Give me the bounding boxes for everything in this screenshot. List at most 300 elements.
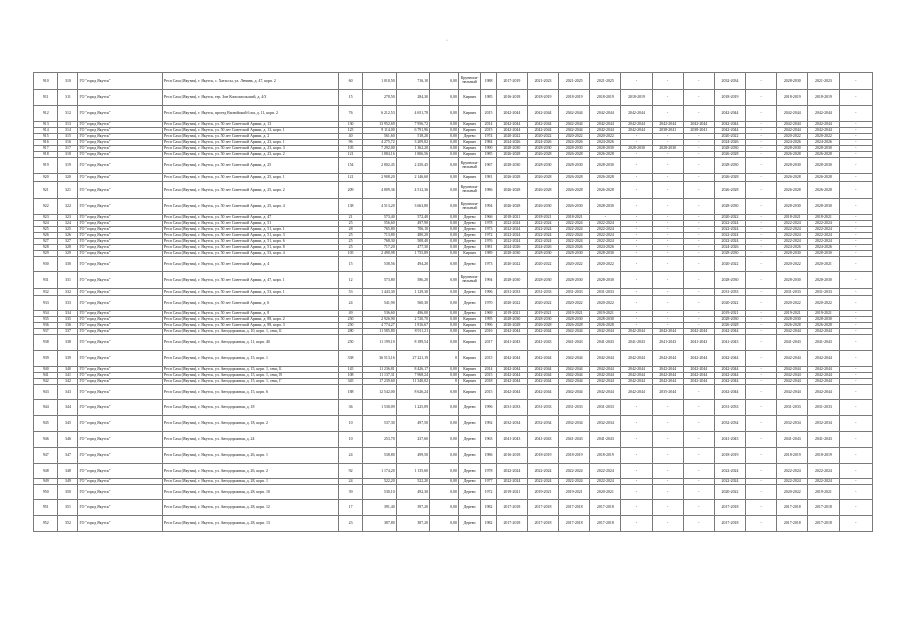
repair-period-cell: - bbox=[839, 146, 872, 152]
repair-period-cell: - bbox=[839, 367, 872, 373]
address-cell: Респ Саха (Якутия), г. Якутск, ул. 50 лет Советской Армии, д. 8 bbox=[163, 311, 339, 317]
repair-period-cell: - bbox=[683, 152, 714, 158]
repair-period-cell: 2041-2043 bbox=[527, 335, 558, 351]
repair-period-cell: 2022-2024 bbox=[496, 464, 527, 479]
residents-cell: 125 bbox=[338, 128, 362, 134]
living-area-cell: 387,20 bbox=[396, 516, 429, 532]
total-area-cell: 538,56 bbox=[363, 257, 396, 272]
nonliving-area-cell: 0,00 bbox=[430, 416, 459, 432]
repair-period-cell: 2020-2022 bbox=[527, 134, 558, 140]
record-id-cell: 312 bbox=[58, 106, 78, 122]
address-cell: Респ Саха (Якутия), г. Якутск, ул. 50 лет Советской Армии, д. 23, корп. 2 bbox=[163, 152, 339, 158]
nonliving-area-cell: 0,00 bbox=[430, 134, 459, 140]
address-cell: Респ Саха (Якутия), г. Якутск, ул. 50 лет Советской Армии, д. 53, корп. 1 bbox=[163, 289, 339, 296]
repair-period-cell: 2042-2044 bbox=[590, 122, 621, 128]
repair-period-cell: - bbox=[746, 73, 777, 90]
repair-period-cell: - bbox=[621, 516, 652, 532]
living-area-cell: 497,50 bbox=[396, 416, 429, 432]
total-area-cell: 4 774,27 bbox=[363, 323, 396, 329]
record-id-cell: 313 bbox=[58, 122, 78, 128]
build-year-cell: 1988 bbox=[481, 73, 497, 90]
repair-period-cell: - bbox=[621, 199, 652, 215]
living-area-cell: 716,10 bbox=[396, 73, 429, 90]
address-cell: Респ Саха (Якутия), г. Якутск, ул. 50 лет Советской Армии, д. 13, корп. 1 bbox=[163, 128, 339, 134]
nonliving-area-cell: 0 bbox=[430, 351, 459, 367]
wall-material-cell: Кирпич bbox=[458, 146, 480, 152]
repair-period-cell: - bbox=[746, 215, 777, 221]
wall-material-cell: Дерево bbox=[458, 257, 480, 272]
repair-period-cell: 2022-2024 bbox=[590, 227, 621, 233]
repair-period-cell: - bbox=[683, 245, 714, 251]
repair-period-cell: 2017-2018 bbox=[777, 500, 808, 516]
build-year-cell: 1973 bbox=[481, 257, 497, 272]
record-id-cell: 318 bbox=[58, 152, 78, 158]
row-number-cell: 920 bbox=[34, 174, 58, 182]
residents-cell: 250 bbox=[338, 323, 362, 329]
address-cell: Респ Саха (Якутия), г. Якутск, ул. 50 лет Советской Армии, д. 47 bbox=[163, 215, 339, 221]
total-area-cell: 541,90 bbox=[363, 296, 396, 311]
repair-period-cell: - bbox=[652, 272, 683, 289]
row-number-cell: 941 bbox=[34, 373, 58, 379]
organization-cell: ГО "город Якутск" bbox=[78, 385, 163, 400]
repair-period-cell: 2042-2044 bbox=[496, 106, 527, 122]
repair-period-cell: 2028-2030 bbox=[590, 158, 621, 174]
address-cell: Респ Саха (Якутия), г. Якутск, ул. Автодорожная, д. 15, корп. 1, секц. Б bbox=[163, 367, 339, 373]
row-number-cell: 944 bbox=[34, 400, 58, 416]
organization-cell: ГО "город Якутск" bbox=[78, 245, 163, 251]
living-area-cell: 1 129,30 bbox=[396, 289, 429, 296]
residents-cell: 25 bbox=[338, 245, 362, 251]
repair-period-cell: - bbox=[683, 233, 714, 239]
total-area-cell: 536,60 bbox=[363, 311, 396, 317]
record-id-cell: 310 bbox=[58, 73, 78, 90]
repair-period-cell: 2028-2030 bbox=[559, 158, 590, 174]
repair-period-cell: 2024-2026 bbox=[714, 140, 745, 146]
organization-cell: ГО "город Якутск" bbox=[78, 272, 163, 289]
repair-period-cell: 2041-2043 bbox=[808, 432, 839, 448]
nonliving-area-cell: 0,00 bbox=[430, 227, 459, 233]
wall-material-cell: Дерево bbox=[458, 245, 480, 251]
build-year-cell: 2015 bbox=[481, 351, 497, 367]
wall-material-cell: Кирпич bbox=[458, 122, 480, 128]
repair-period-cell: 2042-2044 bbox=[590, 385, 621, 400]
repair-period-cell: 2026-2028 bbox=[714, 174, 745, 182]
build-year-cell: 1970 bbox=[481, 296, 497, 311]
repair-period-cell: 2032-2034 bbox=[590, 416, 621, 432]
repair-period-cell: 2035-2044 bbox=[652, 385, 683, 400]
organization-cell: ГО "город Якутск" bbox=[78, 233, 163, 239]
repair-period-cell: 2042-2044 bbox=[683, 329, 714, 335]
repair-period-cell: 2042-2044 bbox=[621, 106, 652, 122]
repair-period-cell: 2019-2021 bbox=[559, 485, 590, 500]
total-area-cell: 391,40 bbox=[363, 500, 396, 516]
repair-period-cell: 2022-2024 bbox=[590, 479, 621, 485]
organization-cell: ГО "город Якутск" bbox=[78, 199, 163, 215]
repair-period-cell: 2020-2022 bbox=[777, 134, 808, 140]
address-cell: Респ Саха (Якутия), г. Якутск, ул. Автодорожная, д. 26, корп. 1 bbox=[163, 448, 339, 464]
repair-period-cell: 2024-2026 bbox=[559, 140, 590, 146]
table-row bbox=[34, 158, 873, 174]
repair-period-cell: - bbox=[839, 106, 872, 122]
repair-period-cell: 2042-2044 bbox=[808, 329, 839, 335]
residents-cell: 10 bbox=[338, 416, 362, 432]
repair-period-cell: 2028-2030 bbox=[590, 199, 621, 215]
build-year-cell: 1989 bbox=[481, 251, 497, 257]
organization-cell: ГО "город Якутск" bbox=[78, 516, 163, 532]
living-area-cell: 494,20 bbox=[396, 257, 429, 272]
repair-period-cell: - bbox=[683, 257, 714, 272]
repair-period-cell: - bbox=[652, 134, 683, 140]
build-year-cell: 1973 bbox=[481, 227, 497, 233]
record-id-cell: 348 bbox=[58, 464, 78, 479]
wall-material-cell: Дерево bbox=[458, 289, 480, 296]
residents-cell: 209 bbox=[338, 182, 362, 199]
repair-period-cell: 2020-2022 bbox=[714, 215, 745, 221]
repair-period-cell: 2017-2018 bbox=[559, 516, 590, 532]
repair-period-cell: - bbox=[621, 152, 652, 158]
residents-cell: 96 bbox=[338, 140, 362, 146]
residents-cell: 105 bbox=[338, 146, 362, 152]
repair-period-cell: 2026-2028 bbox=[559, 323, 590, 329]
residents-cell: 10 bbox=[338, 432, 362, 448]
repair-period-cell: - bbox=[652, 432, 683, 448]
living-area-cell: 477,30 bbox=[396, 245, 429, 251]
repair-period-cell: 2032-2034 bbox=[808, 416, 839, 432]
repair-period-cell: 2042-2044 bbox=[559, 329, 590, 335]
repair-period-cell: 2038-2041 bbox=[652, 128, 683, 134]
repair-period-cell: 2026-2028 bbox=[590, 152, 621, 158]
repair-period-cell: 2018-2019 bbox=[808, 90, 839, 106]
organization-cell: ГО "город Якутск" bbox=[78, 257, 163, 272]
repair-period-cell: - bbox=[652, 215, 683, 221]
residents-cell: 39 bbox=[338, 485, 362, 500]
repair-period-cell: 2022-2024 bbox=[777, 464, 808, 479]
repair-period-cell: - bbox=[683, 251, 714, 257]
nonliving-area-cell: 0,00 bbox=[430, 448, 459, 464]
repair-period-cell: 2028-2030 bbox=[777, 199, 808, 215]
repair-period-cell: 2024-2026 bbox=[808, 140, 839, 146]
repair-period-cell: 2022-2024 bbox=[527, 221, 558, 227]
living-area-cell: 3 209,82 bbox=[396, 140, 429, 146]
row-number-cell: 910 bbox=[34, 73, 58, 90]
row-number-cell: 921 bbox=[34, 182, 58, 199]
living-area-cell: 27 221,19 bbox=[396, 351, 429, 367]
repair-period-cell: 2024-2026 bbox=[527, 245, 558, 251]
repair-period-cell: 2022-2024 bbox=[590, 239, 621, 245]
total-area-cell: 717,20 bbox=[363, 245, 396, 251]
build-year-cell: 1990 bbox=[481, 146, 497, 152]
repair-period-cell: 2026-2028 bbox=[777, 152, 808, 158]
repair-period-cell: - bbox=[683, 272, 714, 289]
organization-cell: ГО "город Якутск" bbox=[78, 128, 163, 134]
repair-period-cell: - bbox=[746, 152, 777, 158]
repair-period-cell: - bbox=[652, 182, 683, 199]
repair-period-cell: 2042-2044 bbox=[714, 128, 745, 134]
repair-period-cell: 2042-2044 bbox=[496, 373, 527, 379]
repair-period-cell: 2017-2018 bbox=[777, 516, 808, 532]
repair-period-cell: - bbox=[839, 432, 872, 448]
repair-period-cell: - bbox=[621, 317, 652, 323]
build-year-cell: 1982 bbox=[481, 516, 497, 532]
nonliving-area-cell: 0,00 bbox=[430, 152, 459, 158]
address-cell: Респ Саха (Якутия), г. Якутск, ул. Автодорожная, д. 11, корп. 40 bbox=[163, 335, 339, 351]
repair-period-cell: - bbox=[746, 516, 777, 532]
repair-period-cell: 2020-2022 bbox=[527, 257, 558, 272]
repair-period-cell: 2042-2044 bbox=[777, 367, 808, 373]
living-area-cell: 397,20 bbox=[396, 500, 429, 516]
repair-period-cell: - bbox=[839, 221, 872, 227]
repair-period-cell: - bbox=[839, 245, 872, 251]
repair-period-cell: 2022-2024 bbox=[777, 233, 808, 239]
nonliving-area-cell: 0,00 bbox=[430, 158, 459, 174]
build-year-cell: 1972 bbox=[481, 485, 497, 500]
repair-period-cell: 2042-2044 bbox=[808, 367, 839, 373]
organization-cell: ГО "город Якутск" bbox=[78, 296, 163, 311]
residents-cell: 121 bbox=[338, 174, 362, 182]
nonliving-area-cell: 0,00 bbox=[430, 432, 459, 448]
organization-cell: ГО "город Якутск" bbox=[78, 152, 163, 158]
table-row bbox=[34, 90, 873, 106]
repair-period-cell: 2042-2044 bbox=[496, 329, 527, 335]
repair-period-cell: - bbox=[746, 335, 777, 351]
residents-cell: 108 bbox=[338, 373, 362, 379]
record-id-cell: 345 bbox=[58, 416, 78, 432]
repair-period-cell: 2017-2018 bbox=[527, 500, 558, 516]
repair-period-cell: - bbox=[621, 158, 652, 174]
record-id-cell: 335 bbox=[58, 317, 78, 323]
row-number-cell: 927 bbox=[34, 239, 58, 245]
repair-period-cell: - bbox=[683, 317, 714, 323]
wall-material-cell: Дерево bbox=[458, 227, 480, 233]
repair-period-cell: - bbox=[683, 296, 714, 311]
repair-period-cell: 2042-2044 bbox=[652, 122, 683, 128]
table-row bbox=[34, 432, 873, 448]
repair-period-cell: - bbox=[839, 385, 872, 400]
address-cell: Респ Саха (Якутия), г. Якутск, ул. 50 лет Советской Армии, д. 51, корп. 6 bbox=[163, 239, 339, 245]
organization-cell: ГО "город Якутск" bbox=[78, 317, 163, 323]
repair-period-cell: 2018-2021 bbox=[527, 215, 558, 221]
organization-cell: ГО "город Якутск" bbox=[78, 400, 163, 416]
row-number-cell: 915 bbox=[34, 134, 58, 140]
repair-period-cell: 2020-2022 bbox=[714, 257, 745, 272]
wall-material-cell: Крупнопа-нельный bbox=[458, 73, 480, 90]
repair-period-cell: 2028-2030 bbox=[808, 317, 839, 323]
record-id-cell: 328 bbox=[58, 245, 78, 251]
repair-period-cell: - bbox=[839, 158, 872, 174]
repair-period-cell: 2042-2044 bbox=[527, 351, 558, 367]
organization-cell: ГО "город Якутск" bbox=[78, 367, 163, 373]
row-number-cell: 923 bbox=[34, 215, 58, 221]
repair-period-cell: 2026-2028 bbox=[559, 182, 590, 199]
total-area-cell: 4 809,36 bbox=[363, 182, 396, 199]
repair-period-cell: 2042-2044 bbox=[808, 379, 839, 385]
record-id-cell: 314 bbox=[58, 128, 78, 134]
repair-period-cell: 2022-2024 bbox=[559, 479, 590, 485]
address-cell: Респ Саха (Якутия), г. Якутск, ул. 50 лет Советской Армии, д. 88, корп. 3 bbox=[163, 323, 339, 329]
repair-period-cell: 2042-2044 bbox=[527, 122, 558, 128]
repair-period-cell: 2022-2024 bbox=[808, 479, 839, 485]
residents-cell: 121 bbox=[338, 152, 362, 158]
repair-period-cell: 2042-2044 bbox=[652, 379, 683, 385]
repair-period-cell: 2042-2044 bbox=[808, 385, 839, 400]
repair-period-cell: 2021-2025 bbox=[590, 73, 621, 90]
wall-material-cell: Крупнопа-нельный bbox=[458, 158, 480, 174]
table-row bbox=[34, 416, 873, 432]
table-row bbox=[34, 351, 873, 367]
repair-period-cell: 2041-2043 bbox=[621, 335, 652, 351]
repair-period-cell: - bbox=[746, 323, 777, 329]
residents-cell: 36 bbox=[338, 400, 362, 416]
build-year-cell: 1963 bbox=[481, 432, 497, 448]
repair-period-cell: 2020-2022 bbox=[527, 296, 558, 311]
repair-period-cell: 2026-2028 bbox=[590, 174, 621, 182]
organization-cell: ГО "город Якутск" bbox=[78, 479, 163, 485]
record-id-cell: 340 bbox=[58, 367, 78, 373]
living-area-cell: 1 806,56 bbox=[396, 152, 429, 158]
repair-period-cell: 2026-2028 bbox=[590, 323, 621, 329]
wall-material-cell: Дерево bbox=[458, 464, 480, 479]
row-number-cell: 931 bbox=[34, 272, 58, 289]
repair-period-cell: 2018-2021 bbox=[808, 215, 839, 221]
repair-period-cell: 2018-2019 bbox=[777, 90, 808, 106]
row-number-cell: 949 bbox=[34, 479, 58, 485]
repair-period-cell: 2019-2021 bbox=[496, 485, 527, 500]
repair-period-cell: - bbox=[683, 485, 714, 500]
living-area-cell: 508,40 bbox=[396, 239, 429, 245]
repair-period-cell: 2018-2019 bbox=[527, 448, 558, 464]
repair-period-cell: 2031-2033 bbox=[590, 289, 621, 296]
repair-period-cell: 2020-2022 bbox=[714, 134, 745, 140]
repair-period-cell: 2042-2044 bbox=[527, 128, 558, 134]
repair-period-cell: 2042-2044 bbox=[559, 128, 590, 134]
repair-period-cell: 2042-2044 bbox=[714, 379, 745, 385]
organization-cell: ГО "город Якутск" bbox=[78, 106, 163, 122]
repair-period-cell: - bbox=[683, 289, 714, 296]
repair-period-cell: - bbox=[621, 323, 652, 329]
repair-period-cell: 2042-2044 bbox=[808, 122, 839, 128]
residents-cell: 12 bbox=[338, 272, 362, 289]
repair-period-cell: 2022-2024 bbox=[714, 227, 745, 233]
repair-period-cell: 2032-2034 bbox=[714, 416, 745, 432]
row-number-cell: 925 bbox=[34, 227, 58, 233]
repair-period-cell: 2022-2024 bbox=[559, 221, 590, 227]
repair-period-cell: 2026-2028 bbox=[777, 182, 808, 199]
address-cell: Респ Саха (Якутия), г. Якутск, ул. Автодорожная, д. 15, корп. 6 bbox=[163, 385, 339, 400]
record-id-cell: 320 bbox=[58, 174, 78, 182]
repair-period-cell: 2042-2044 bbox=[527, 106, 558, 122]
wall-material-cell: Дерево bbox=[458, 296, 480, 311]
repair-period-cell: - bbox=[652, 289, 683, 296]
organization-cell: ГО "город Якутск" bbox=[78, 215, 163, 221]
record-id-cell: 350 bbox=[58, 485, 78, 500]
repair-period-cell: - bbox=[652, 464, 683, 479]
repair-period-cell: 2041-2043 bbox=[527, 432, 558, 448]
wall-material-cell: Крупнопа-нельный bbox=[458, 199, 480, 215]
repair-period-cell: - bbox=[746, 367, 777, 373]
nonliving-area-cell: 0,00 bbox=[430, 516, 459, 532]
nonliving-area-cell: 0,00 bbox=[430, 311, 459, 317]
repair-period-cell: 2020-2022 bbox=[496, 296, 527, 311]
nonliving-area-cell: 0,00 bbox=[430, 73, 459, 90]
residents-cell: 130 bbox=[338, 122, 362, 128]
record-id-cell: 316 bbox=[58, 140, 78, 146]
repair-period-cell: - bbox=[652, 448, 683, 464]
address-cell: Респ Саха (Якутия), г. Якутск, ул. Автодорожная, д. 26, корп. 2 bbox=[163, 464, 339, 479]
record-id-cell: 327 bbox=[58, 239, 78, 245]
residents-cell: 17 bbox=[338, 500, 362, 516]
wall-material-cell: Крупнопа-нельный bbox=[458, 272, 480, 289]
nonliving-area-cell: 0 bbox=[430, 379, 459, 385]
total-area-cell: 9 114,00 bbox=[363, 128, 396, 134]
residents-cell: 60 bbox=[338, 73, 362, 90]
repair-period-cell: 2028-2030 bbox=[527, 146, 558, 152]
repair-period-cell: - bbox=[683, 140, 714, 146]
total-area-cell: 13 952,69 bbox=[363, 122, 396, 128]
build-year-cell: 1972 bbox=[481, 233, 497, 239]
repair-period-cell: 2042-2044 bbox=[527, 329, 558, 335]
repair-period-cell: 2041-2043 bbox=[652, 335, 683, 351]
repair-period-cell: - bbox=[839, 251, 872, 257]
repair-period-cell: 2042-2044 bbox=[590, 106, 621, 122]
living-area-cell: 8 626,24 bbox=[396, 385, 429, 400]
nonliving-area-cell: 0,00 bbox=[430, 215, 459, 221]
organization-cell: ГО "город Якутск" bbox=[78, 239, 163, 245]
residents-cell: 25 bbox=[338, 221, 362, 227]
repair-period-cell: 2042-2044 bbox=[714, 122, 745, 128]
row-number-cell: 918 bbox=[34, 152, 58, 158]
living-area-cell: 8 911,21 bbox=[396, 329, 429, 335]
row-number-cell: 934 bbox=[34, 311, 58, 317]
organization-cell: ГО "город Якутск" bbox=[78, 448, 163, 464]
residents-cell: 49 bbox=[338, 311, 362, 317]
repair-period-cell: 2041-2043 bbox=[777, 432, 808, 448]
repair-period-cell: - bbox=[746, 122, 777, 128]
repair-period-cell: 2031-2033 bbox=[714, 400, 745, 416]
wall-material-cell: Дерево bbox=[458, 400, 480, 416]
repair-period-cell: 2024-2026 bbox=[714, 245, 745, 251]
repair-period-cell: - bbox=[621, 432, 652, 448]
total-area-cell: 4 275,72 bbox=[363, 140, 396, 146]
repair-period-cell: - bbox=[839, 448, 872, 464]
repair-period-cell: - bbox=[746, 311, 777, 317]
living-area-cell: 572,40 bbox=[396, 215, 429, 221]
repair-period-cell: 2022-2024 bbox=[777, 227, 808, 233]
repair-period-cell: - bbox=[746, 289, 777, 296]
total-area-cell: 530,10 bbox=[363, 485, 396, 500]
repair-period-cell: 2041-2043 bbox=[714, 335, 745, 351]
living-area-cell: 4 651,78 bbox=[396, 106, 429, 122]
organization-cell: ГО "город Якутск" bbox=[78, 146, 163, 152]
repair-period-cell: 2026-2028 bbox=[777, 323, 808, 329]
table-row bbox=[34, 400, 873, 416]
repair-period-cell: - bbox=[839, 233, 872, 239]
repair-period-cell: - bbox=[746, 128, 777, 134]
total-area-cell: 1 530,09 bbox=[363, 400, 396, 416]
repair-period-cell: - bbox=[683, 311, 714, 317]
nonliving-area-cell: 0,00 bbox=[430, 251, 459, 257]
repair-period-cell: - bbox=[839, 485, 872, 500]
repair-period-cell: - bbox=[683, 239, 714, 245]
repair-period-cell: - bbox=[746, 227, 777, 233]
build-year-cell: 1976 bbox=[481, 239, 497, 245]
build-year-cell: 2017 bbox=[481, 335, 497, 351]
record-id-cell: 339 bbox=[58, 351, 78, 367]
repair-period-cell: 2026-2028 bbox=[496, 182, 527, 199]
row-number-cell: 933 bbox=[34, 296, 58, 311]
repair-period-cell: 2022-2024 bbox=[714, 479, 745, 485]
organization-cell: ГО "город Якутск" bbox=[78, 373, 163, 379]
repair-period-cell: - bbox=[839, 134, 872, 140]
